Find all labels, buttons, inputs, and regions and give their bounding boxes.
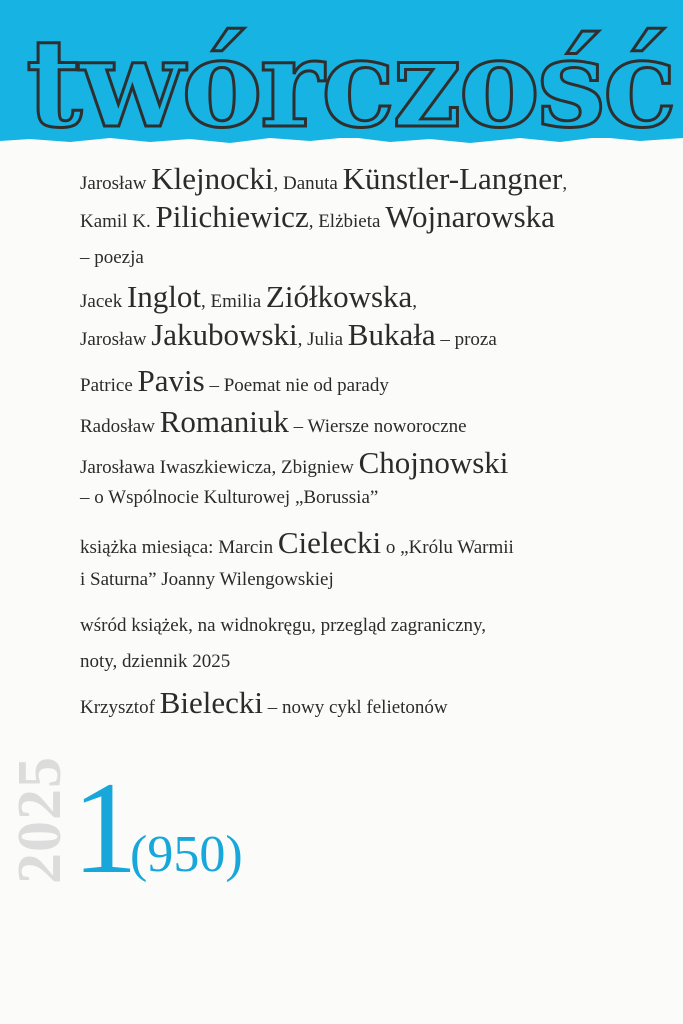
- author-surname: Chojnowski: [358, 445, 509, 480]
- contents-text: Jarosław: [80, 329, 152, 350]
- author-surname: Pavis: [137, 363, 205, 398]
- contents-text: Patrice: [80, 375, 138, 396]
- contents-line: [80, 685, 448, 721]
- contents-text: Kamil K.: [80, 211, 156, 232]
- contents-text: , Emilia: [201, 291, 266, 312]
- contents-text: – nowy cykl felietonów: [262, 697, 448, 718]
- author-surname: Klejnocki: [151, 161, 274, 196]
- contents-line: [80, 485, 378, 511]
- author-surname: Künstler-Langner: [342, 161, 563, 196]
- contents-line: [80, 445, 509, 481]
- magazine-title: twórczość: [26, 11, 674, 155]
- contents-text: , Danuta: [273, 173, 343, 194]
- contents-text: – Poemat nie od parady: [204, 375, 389, 396]
- contents-text: ,: [562, 173, 568, 194]
- contents-text: Krzysztof: [80, 697, 160, 718]
- issue-year: 2025: [6, 756, 74, 884]
- contents-line: [80, 649, 230, 675]
- contents-text: Jacek: [80, 291, 127, 312]
- contents-text: – Wiersze noworoczne: [288, 416, 467, 437]
- author-surname: Romaniuk: [159, 404, 289, 439]
- author-surname: Wojnarowska: [385, 199, 555, 234]
- contents-line: [80, 613, 486, 639]
- contents-line: [80, 199, 555, 235]
- contents-text: Radosław: [80, 416, 160, 437]
- contents-text: , Elżbieta: [308, 211, 386, 232]
- author-surname: Ziółkowska: [265, 279, 413, 314]
- contents-text: Jarosław: [80, 173, 152, 194]
- contents-line: [80, 404, 467, 440]
- contents-text: Jarosława Iwaszkiewicza, Zbigniew: [80, 457, 359, 478]
- contents-text: – proza: [435, 329, 497, 350]
- contents-text: ,: [412, 291, 418, 312]
- contents-text: o „Królu Warmii: [381, 537, 514, 558]
- contents-text: – o Wspólnocie Kulturowej „Borussia”: [80, 487, 379, 508]
- author-surname: Jakubowski: [151, 317, 298, 352]
- author-surname: Cielecki: [277, 525, 382, 560]
- author-surname: Bukała: [347, 317, 436, 352]
- contents-line: [80, 279, 418, 315]
- contents-text: i Saturna” Joanny Wilengowskiej: [80, 569, 334, 590]
- contents-line: [80, 363, 389, 399]
- author-surname: Inglot: [126, 279, 202, 314]
- contents-line: [80, 317, 497, 353]
- contents-line: [80, 525, 514, 561]
- contents-line: [80, 567, 334, 593]
- contents-text: – poezja: [80, 247, 144, 268]
- author-surname: Bielecki: [159, 685, 263, 720]
- contents-text: noty, dziennik 2025: [80, 651, 231, 672]
- contents-line: [80, 161, 568, 197]
- contents-text: książka miesiąca: Marcin: [80, 537, 278, 558]
- contents-text: , Julia: [297, 329, 348, 350]
- contents-text: wśród książek, na widnokręgu, przegląd zagraniczny,: [80, 615, 487, 636]
- contents-line: [80, 245, 144, 271]
- issue-number: 1: [72, 754, 138, 901]
- author-surname: Pilichiewicz: [155, 199, 309, 234]
- issue-total-number: (950): [130, 826, 243, 883]
